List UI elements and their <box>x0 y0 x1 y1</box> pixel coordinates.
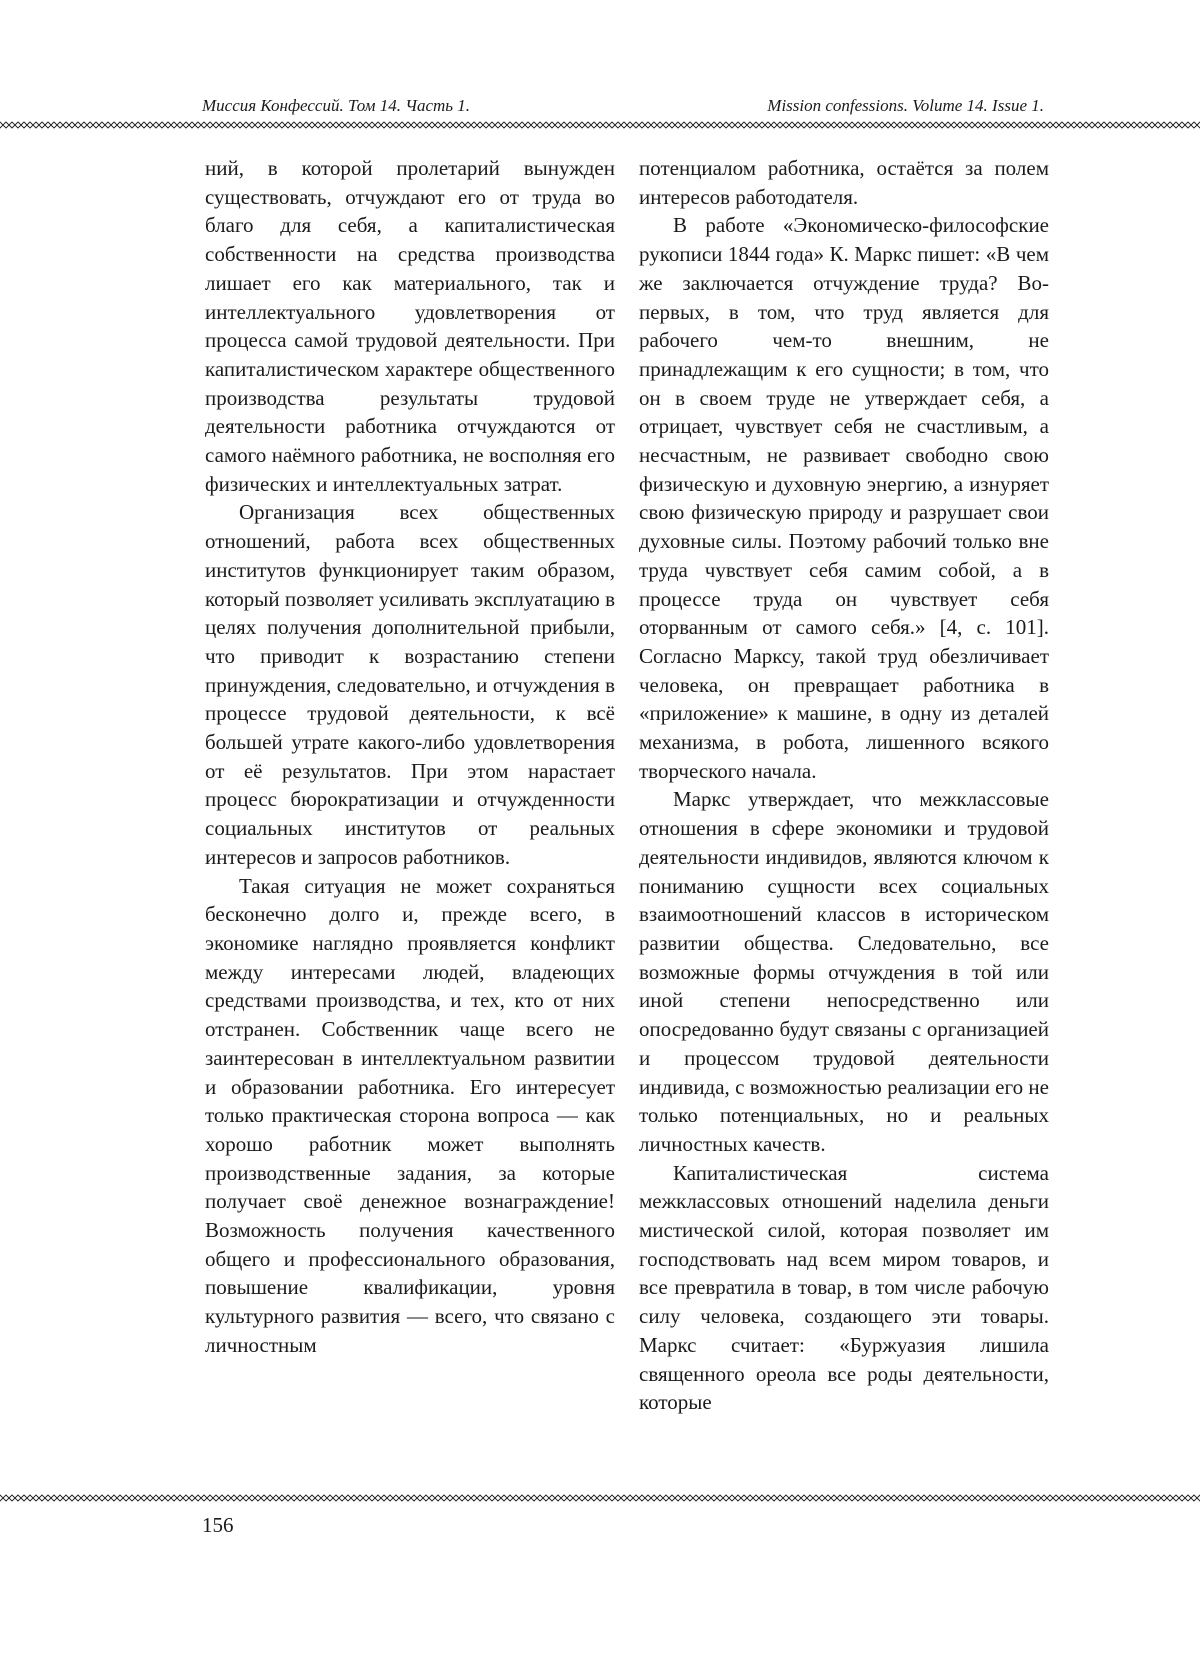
page-number: 156 <box>202 1513 234 1537</box>
paragraph: Капиталистическая система межклассовых отношений наделила деньги мистической силой, которая позволяет им господствовать над всем миром товаров, и все превратила в товар, в том числе рабочую силу человека, создающего эти товары. Маркс считает: «Буржуазия лишила священного ореола все роды деятельности, которые <box>639 1160 1049 1415</box>
paragraph: Маркс утверждает, что межклассовые отношения в сфере экономики и трудовой деятельности индивидов, являются ключом к пониманию сущности всех социальных взаимоотношений классов в историческом развитии общества. Следовательно, все возможные формы отчуждения в той или иной степени непосредственно или опосредованно будут связаны с организацией и процессом трудовой деятельности индивида, с возможностью реализации его не только потенциальных, но и реальных личностных качеств. <box>639 787 1049 1156</box>
paragraph: Такая ситуация не может сохраняться бесконечно долго и, прежде всего, в экономике наглядно проявляется конфликт между интересами людей, владеющих средствами производства, и тех, кто от них отстранен. Собственник чаще всего не заинтересован в интеллектуальном развитии и образовании работника. Его интересует только практическая сторона вопроса — как хорошо работник может выполнять производственные задания, за которые получает своё денежное вознаграждение! Возможность получения качественного общего и профессионального образования, повышение квалификации, уровня культурного развития — всего, что связано с личностным <box>205 873 615 1357</box>
paragraph: ний, в которой пролетарий вынужден существовать, отчуждают его от труда во благо для себя, а капиталистическая собственности на средства производства лишает его как материального, так и интеллектуального удовлетворения от процесса самой трудовой деятельности. При капиталистическом характере общественного производства результаты трудовой деятельности работника отчуждаются от самого наёмного работника, не восполняя его физических и интеллектуальных затрат. <box>205 156 615 496</box>
paragraph: Организация всех общественных отношений, работа всех общественных институтов функционирует таким образом, который позволяет усиливать эксплуатацию в целях получения дополнительной прибыли, что приводит к возрастанию степени принуждения, следовательно, и отчуждения в процессе трудовой деятельности, к всё большей утрате какого-либо удовлетворения от её результатов. При этом нарастает процесс бюрократизации и отчужденности социальных институтов от реальных интересов и запросов работников. <box>205 500 615 869</box>
paragraph: В работе «Экономическо-философские рукописи 1844 года» К. Маркс пишет: «В чем же заключается отчуждение труда? Во-первых, в том, что труд является для рабочего чем-то внешним, не принадлежащим к его сущности; в том, что он в своем труде не утверждает себя, а отрицает, чувствует себя не счастливым, а несчастным, не развивает свободно свою физическую и духовную энергию, а изнуряет свою физическую природу и разрушает свои духовные силы. Поэтому рабочий только вне труда чувствует себя самим собой, а в процессе труда он чувствует себя оторванным от самого себя.» [4, с. 101]. Согласно Марксу, такой труд обезличивает человека, он превращает работника в «приложение» к машине, в одну из деталей механизма, в робота, лишенного всякого творческого начала. <box>639 213 1049 783</box>
paragraph: потенциалом работника, остаётся за полем интересов работодателя. <box>639 156 1049 209</box>
bottom-ornamental-border <box>0 1494 1200 1502</box>
left-column <box>205 154 615 1360</box>
top-ornamental-border <box>0 121 1200 129</box>
right-column <box>639 154 1049 1417</box>
journal-title-en: Mission confessions. Volume 14. Issue 1. <box>767 96 1044 115</box>
journal-title-ru: Миссия Конфессий. Том 14. Часть 1. <box>202 96 471 115</box>
